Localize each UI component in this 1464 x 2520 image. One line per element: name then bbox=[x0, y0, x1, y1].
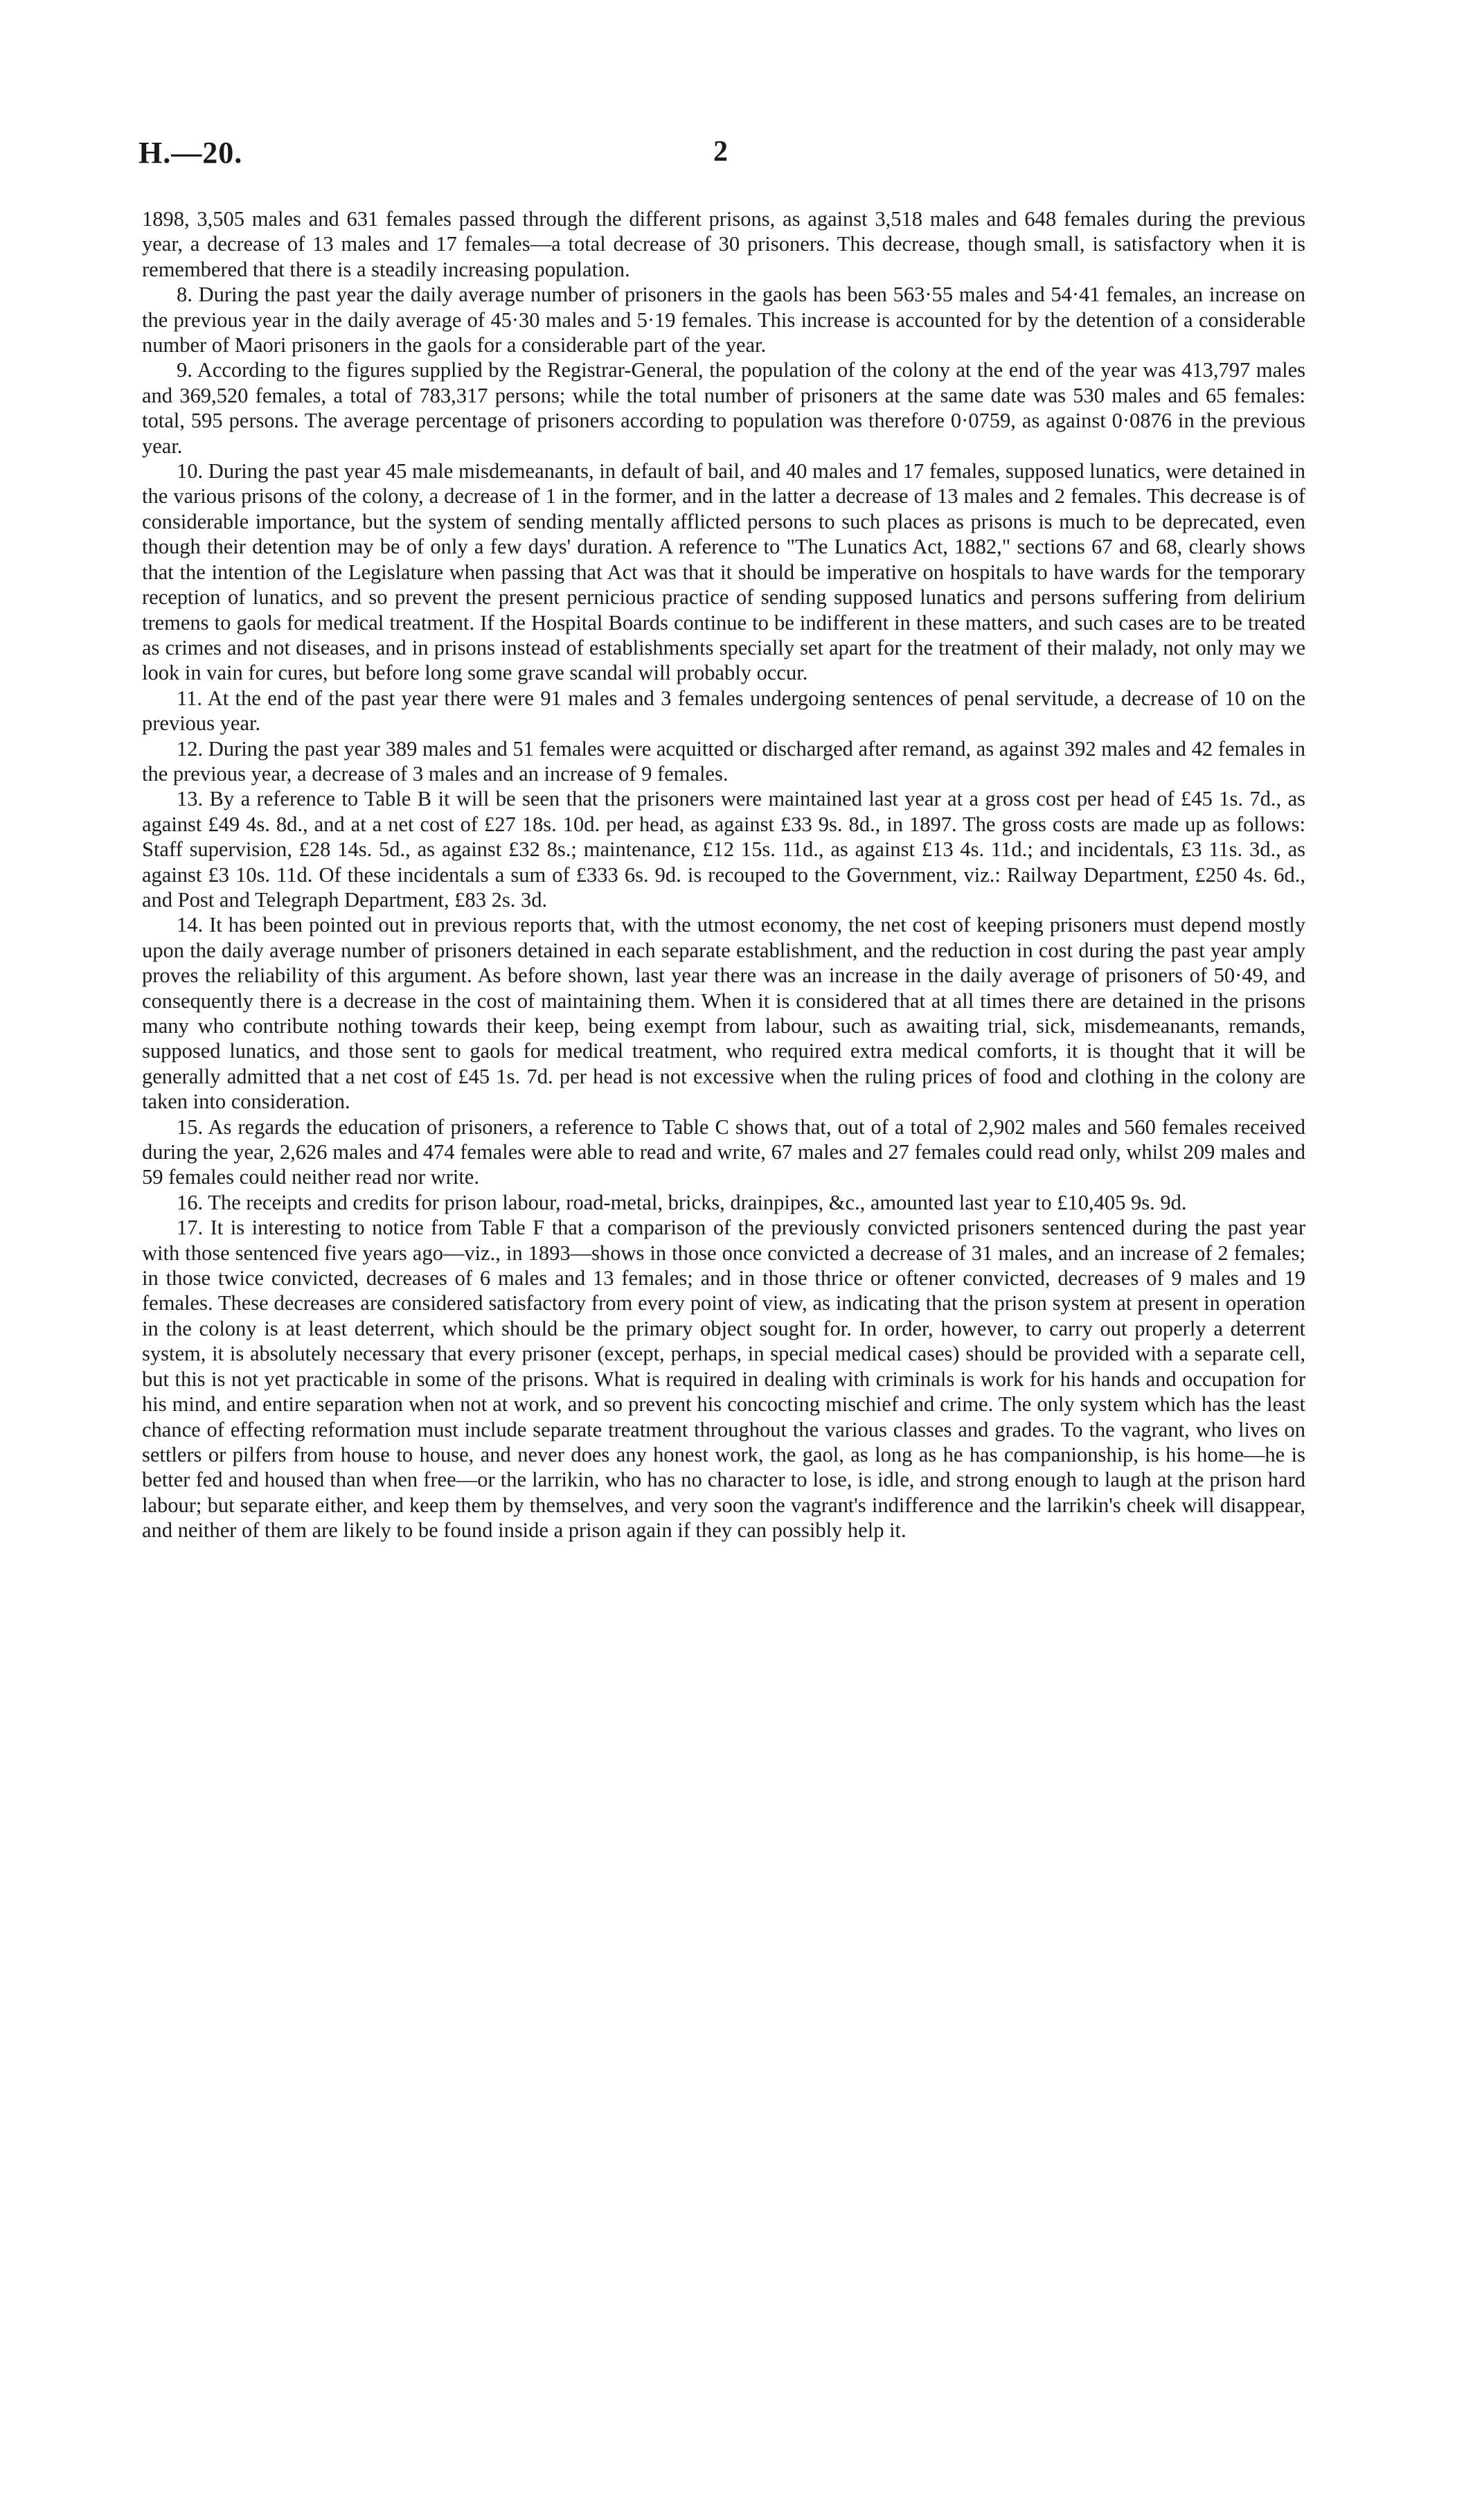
paragraph-10: 10. During the past year 45 male misdemeanants, in default of bail, and 40 males and 17 females, supposed lunatics, were detained in the various prisons of the colony, a decrease of 1 in the former, and in the latter a decrease of 13 males and 2 females. This decrease is of considerable importance, but the system of sending mentally afflicted persons to such places as prisons is much to be deprecated, even though their detention may be of only a few days' duration. A reference to "The Lunatics Act, 1882," sections 67 and 68, clearly shows that the intention of the Legislature when passing that Act was that it should be imperative on hospitals to have wards for the temporary reception of lunatics, and so prevent the present pernicious practice of sending supposed lunatics and persons suffering from delirium tremens to gaols for medical treatment. If the Hospital Boards continue to be indifferent in these matters, and such cases are to be treated as crimes and not diseases, and in prisons instead of establishments specially set apart for the treatment of their malady, not only may we look in vain for cures, but before long some grave scandal will probably occur. bbox=[142, 459, 1305, 685]
paragraph-9: 9. According to the figures supplied by the Registrar-General, the population of the colony at the end of the year was 413,797 males and 369,520 females, a total of 783,317 persons; while the total number of prisoners at the same date was 530 males and 65 females: total, 595 persons. The average percentage of prisoners according to population was therefore 0·0759, as against 0·0876 in the previous year. bbox=[142, 358, 1305, 458]
page-header bbox=[139, 135, 1305, 177]
paragraph-16: 16. The receipts and credits for prison labour, road-metal, bricks, drainpipes, &c., amounted last year to £10,405 9s. 9d. bbox=[177, 1190, 1187, 1214]
paragraph-11: 11. At the end of the past year there were 91 males and 3 females undergoing sentences of penal servitude, a decrease of 10 on the previous year. bbox=[142, 686, 1305, 736]
paragraph-8: 8. During the past year the daily average number of prisoners in the gaols has been 563·55 males and 54·41 females, an increase on the previous year in the daily average of 45·30 males and 5·19 females. This increase is accounted for by the detention of a considerable number of Maori prisoners in the gaols for a considerable part of the year. bbox=[142, 283, 1305, 357]
paragraph-14: 14. It has been pointed out in previous reports that, with the utmost economy, the net cost of keeping prisoners must depend mostly upon the daily average number of prisoners detained in each separate establishment, and the reduction in cost during the past year amply proves the reliability of this argument. As before shown, last year there was an increase in the daily average of prisoners of 50·49, and consequently there is a decrease in the cost of maintaining them. When it is considered that at all times there are detained in the prisons many who contribute nothing towards their keep, being exempt from labour, such as awaiting trial, sick, misdemeanants, remands, supposed lunatics, and those sent to gaols for medical treatment, who required extra medical comforts, it is thought that it will be generally admitted that a net cost of £45 1s. 7d. per head is not excessive when the ruling prices of food and clothing in the colony are taken into consideration. bbox=[142, 913, 1305, 1114]
report-body bbox=[142, 206, 1305, 1543]
paragraph-7-continued: 1898, 3,505 males and 631 females passed through the different prisons, as against 3,518 males and 648 females during the previous year, a decrease of 13 males and 17 females—a total decrease of 30 prisoners. This decrease, though small, is satisfactory when it is remembered that there is a steadily increasing population. bbox=[142, 207, 1305, 281]
document-reference: H.—20. bbox=[139, 136, 243, 170]
page-number: 2 bbox=[713, 136, 728, 168]
paragraph-13: 13. By a reference to Table B it will be seen that the prisoners were maintained last year at a gross cost per head of £45 1s. 7d., as against £49 4s. 8d., and at a net cost of £27 18s. 10d. per head, as against £33 9s. 8d., in 1897. The gross costs are made up as follows: Staff supervision, £28 14s. 5d., as against £32 8s.; maintenance, £12 15s. 11d., as against £13 4s. 11d.; and incidentals, £3 11s. 3d., as against £3 10s. 11d. Of these incidentals a sum of £333 6s. 9d. is recouped to the Government, viz.: Railway Department, £250 4s. 6d., and Post and Telegraph Department, £83 2s. 3d. bbox=[142, 787, 1305, 912]
paragraph-17: 17. It is interesting to notice from Table F that a comparison of the previously convicted prisoners sentenced during the past year with those sentenced five years ago—viz., in 1893—shows in those once convicted a decrease of 31 males, and an increase of 2 females; in those twice convicted, decreases of 6 males and 13 females; and in those thrice or oftener convicted, decreases of 9 males and 19 females. These decreases are considered satisfactory from every point of view, as indicating that the prison system at present in operation in the colony is at least deterrent, which should be the primary object sought for. In order, however, to carry out properly a deterrent system, it is absolutely necessary that every prisoner (except, perhaps, in special medical cases) should be provided with a separate cell, but this is not yet practicable in some of the prisons. What is required in dealing with criminals is work for his hands and occupation for his mind, and entire separation when not at work, and so prevent his concocting mischief and crime. The only system which has the least chance of effecting reformation must include separate treatment throughout the various classes and grades. To the vagrant, who lives on settlers or pilfers from house to house, and never does any honest work, the gaol, as long as he has companionship, is his home—he is better fed and housed than when free—or the larrikin, who has no character to lose, is idle, and strong enough to laugh at the prison hard labour; but separate either, and keep them by themselves, and very soon the vagrant's indifference and the larrikin's cheek will disappear, and neither of them are likely to be found inside a prison again if they can possibly help it. bbox=[142, 1216, 1305, 1543]
paragraph-15: 15. As regards the education of prisoners, a reference to Table C shows that, out of a total of 2,902 males and 560 females received during the year, 2,626 males and 474 females were able to read and write, 67 males and 27 females could read only, whilst 209 males and 59 females could neither read nor write. bbox=[142, 1115, 1305, 1189]
paragraph-12: 12. During the past year 389 males and 51 females were acquitted or discharged after remand, as against 392 males and 42 females in the previous year, a decrease of 3 males and an increase of 9 females. bbox=[142, 736, 1305, 786]
